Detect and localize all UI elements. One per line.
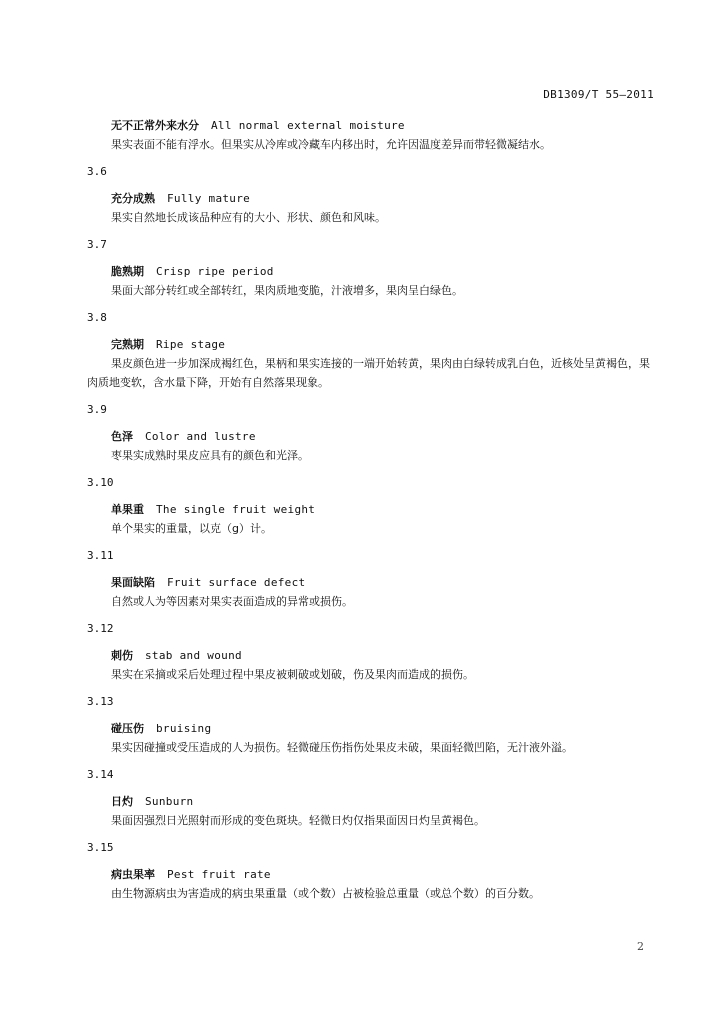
term-definition: 枣果实成熟时果皮应具有的颜色和光泽。 — [111, 449, 309, 462]
term-heading — [87, 335, 657, 354]
term-en: Sunburn — [145, 795, 194, 808]
term-definition: 单个果实的重量，以克（g）计。 — [111, 522, 272, 535]
term-heading — [87, 646, 657, 665]
term-heading — [87, 719, 657, 738]
term-zh: 碰压伤 — [111, 722, 144, 735]
term-en: Pest fruit rate — [167, 868, 271, 881]
term-heading — [87, 500, 657, 519]
term-zh: 果面缺陷 — [111, 576, 155, 589]
term-zh: 脆熟期 — [111, 265, 144, 278]
term-zh: 单果重 — [111, 503, 144, 516]
term-zh: 无不正常外来水分 — [111, 119, 199, 132]
term-definition: 果皮颜色进一步加深成褐红色，果柄和果实连接的一端开始转黄，果肉由白绿转成乳白色，近核处呈黄褐色，果肉质地变软，含水量下降，开始有自然落果现象。 — [87, 357, 650, 389]
term-en: Fruit surface defect — [167, 576, 306, 589]
section-number: 3.14 — [87, 768, 114, 781]
term-definition: 果面因强烈日光照射而形成的变色斑块。轻微日灼仅指果面因日灼呈黄褐色。 — [111, 814, 485, 827]
term-heading — [87, 792, 657, 811]
term-en: Ripe stage — [156, 338, 226, 351]
term-en: Fully mature — [167, 192, 251, 205]
page-number: 2 — [637, 940, 644, 953]
term-definition: 果实在采摘或采后处理过程中果皮被刺破或划破，伤及果肉而造成的损伤。 — [111, 668, 474, 681]
section-number: 3.11 — [87, 549, 114, 562]
section-number: 3.8 — [87, 311, 107, 324]
term-heading — [87, 573, 657, 592]
term-zh: 完熟期 — [111, 338, 144, 351]
term-definition: 果面大部分转红或全部转红，果肉质地变脆，汁液增多，果肉呈白绿色。 — [111, 284, 463, 297]
term-zh: 充分成熟 — [111, 192, 155, 205]
document-code: DB1309/T 55—2011 — [543, 88, 654, 101]
term-definition: 由生物源病虫为害造成的病虫果重量（或个数）占被检验总重量（或总个数）的百分数。 — [111, 887, 540, 900]
definitions-content — [87, 116, 657, 911]
term-heading — [87, 262, 657, 281]
term-definition: 自然或人为等因素对果实表面造成的异常或损伤。 — [111, 595, 353, 608]
term-en: stab and wound — [145, 649, 242, 662]
term-definition: 果实自然地长成该品种应有的大小、形状、颜色和风味。 — [111, 211, 386, 224]
section-number: 3.6 — [87, 165, 107, 178]
term-definition: 果实因碰撞或受压造成的人为损伤。轻微碰压伤指伤处果皮未破，果面轻微凹陷，无汁液外溢。 — [111, 741, 573, 754]
term-zh: 刺伤 — [111, 649, 133, 662]
term-definition: 果实表面不能有浮水。但果实从冷库或冷藏车内移出时，允许因温度差异而带轻微凝结水。 — [111, 138, 551, 151]
term-en: bruising — [156, 722, 212, 735]
section-number: 3.7 — [87, 238, 107, 251]
term-zh: 色泽 — [111, 430, 133, 443]
term-zh: 病虫果率 — [111, 868, 155, 881]
section-number: 3.15 — [87, 841, 114, 854]
section-number: 3.10 — [87, 476, 114, 489]
term-heading — [87, 189, 657, 208]
section-number: 3.9 — [87, 403, 107, 416]
term-heading — [87, 865, 657, 884]
term-en: The single fruit weight — [156, 503, 316, 516]
term-en: Color and lustre — [145, 430, 256, 443]
term-heading — [87, 116, 657, 135]
term-zh: 日灼 — [111, 795, 133, 808]
section-number: 3.12 — [87, 622, 114, 635]
section-number: 3.13 — [87, 695, 114, 708]
term-en: Crisp ripe period — [156, 265, 274, 278]
term-heading — [87, 427, 657, 446]
term-en: All normal external moisture — [211, 119, 405, 132]
